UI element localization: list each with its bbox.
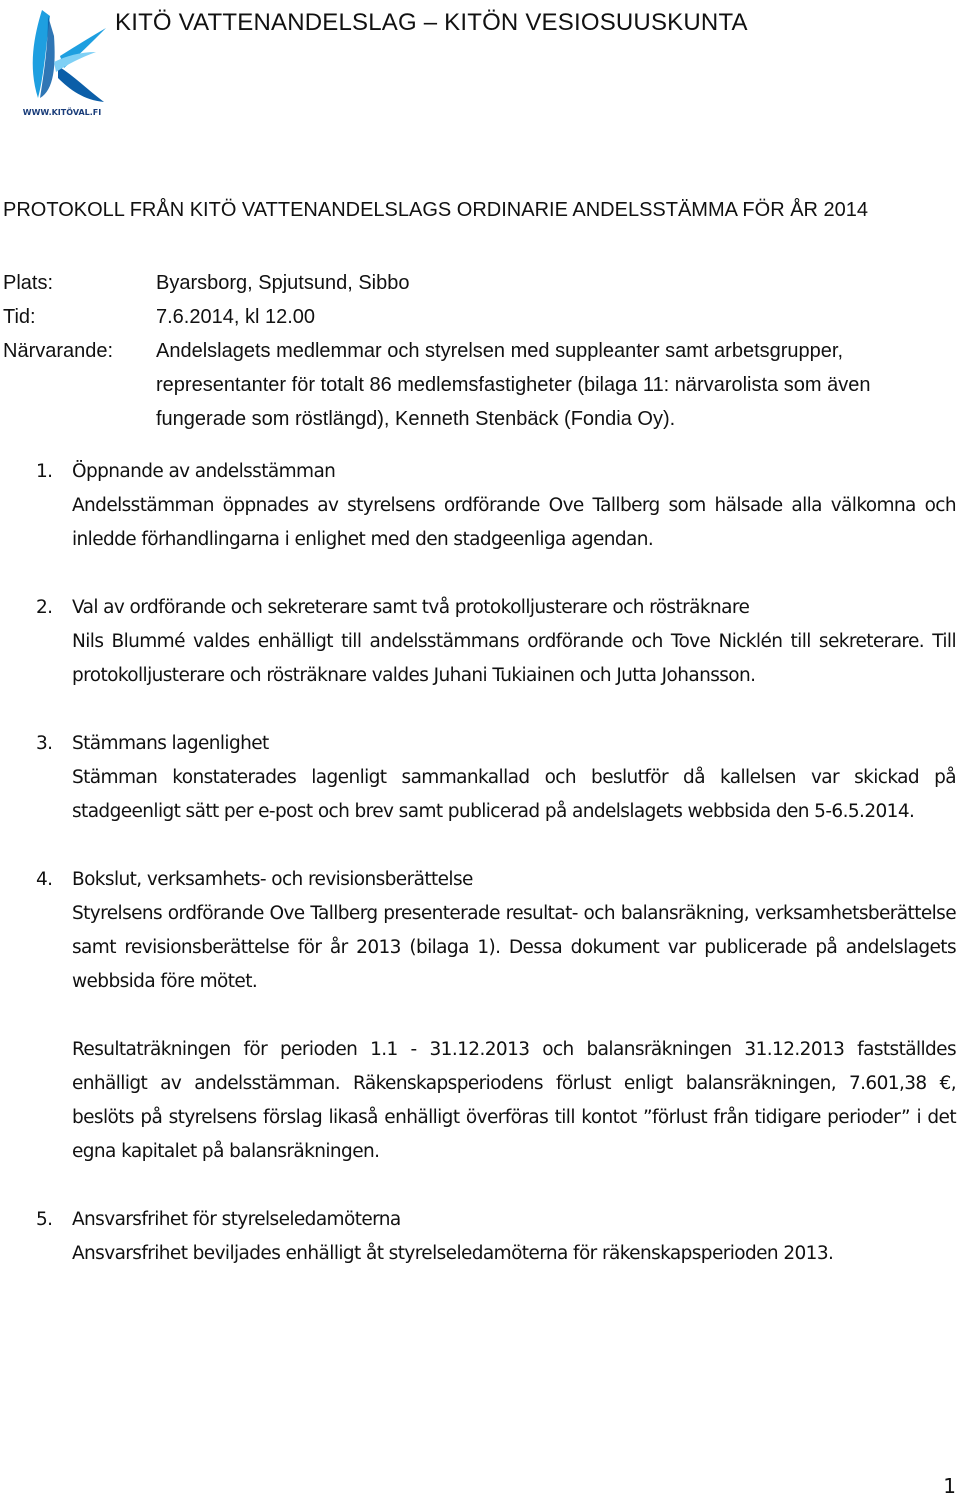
section-paragraph: Stämman konstaterades lagenligt sammankallad och beslutför då kallelsen var skickad på stadgeenligt sätt per e-post och brev samt publicerad på andelslagets webbsida den 5-6.5.2014. (72, 767, 956, 822)
section-number: 1. (36, 461, 53, 482)
section-body (72, 761, 956, 829)
page-number: 1 (943, 1474, 956, 1498)
meta-value: Byarsborg, Spjutsund, Sibbo (156, 272, 410, 294)
section-heading (36, 591, 956, 625)
section-heading (36, 863, 956, 897)
organization-title: KITÖ VATTENANDELSLAG – KITÖN VESIOSUUSKUNTA (115, 9, 748, 36)
section-heading (36, 455, 956, 489)
meta-row-place (3, 266, 958, 300)
section-3 (36, 727, 956, 829)
section-paragraph: Andelsstämman öppnades av styrelsens ordförande Ove Tallberg som hälsade alla välkomna och inledde förhandlingarna i enlighet med den stadgeenliga agendan. (72, 495, 956, 550)
section-title: Bokslut, verksamhets- och revisionsberättelse (72, 869, 473, 890)
meta-row-time (3, 300, 958, 334)
section-title: Öppnande av andelsstämman (72, 461, 336, 482)
meeting-meta (3, 266, 958, 436)
section-body (72, 1237, 956, 1271)
section-paragraph: Styrelsens ordförande Ove Tallberg presenterade resultat- och balansräkning, verksamhetsberättelse samt revisionsberättelse för år 2013 (bilaga 1). Dessa dokument var publicerade på andelslagets webbsida före mötet. (72, 903, 956, 992)
kito-logo-icon (14, 6, 114, 122)
meta-row-present (3, 334, 958, 436)
section-title: Ansvarsfrihet för styrelseledamöterna (72, 1209, 401, 1230)
meta-key: Plats: (3, 272, 54, 294)
document-title: PROTOKOLL FRÅN KITÖ VATTENANDELSLAGS ORDINARIE ANDELSSTÄMMA FÖR ÅR 2014 (3, 199, 869, 221)
logo-url: WWW.KITÖVAL.FI (22, 108, 102, 117)
section-heading (36, 1203, 956, 1237)
section-body (72, 489, 956, 557)
section-body (72, 625, 956, 693)
section-2 (36, 591, 956, 693)
meta-value: 7.6.2014, kl 12.00 (156, 306, 316, 328)
meta-value: Andelslagets medlemmar och styrelsen med suppleanter samt arbetsgrupper, representanter för totalt 86 medlemsfastigheter (bilaga 11: närvarolista som även fungerade som röstlängd), Kenneth Stenbäck (Fondia Oy). (156, 340, 871, 430)
section-heading (36, 727, 956, 761)
agenda-sections (36, 455, 956, 1305)
section-number: 3. (36, 733, 53, 754)
meta-key: Tid: (3, 306, 36, 328)
section-title: Stämmans lagenlighet (72, 733, 269, 754)
section-4 (36, 863, 956, 1169)
section-number: 5. (36, 1209, 53, 1230)
section-1 (36, 455, 956, 557)
meta-key: Närvarande: (3, 340, 114, 362)
section-body (72, 897, 956, 1169)
section-number: 4. (36, 869, 53, 890)
section-5 (36, 1203, 956, 1271)
section-number: 2. (36, 597, 53, 618)
section-paragraph: Ansvarsfrihet beviljades enhälligt åt styrelseledamöterna för räkenskapsperioden 2013. (72, 1243, 834, 1264)
section-paragraph: Nils Blummé valdes enhälligt till andelsstämmans ordförande och Tove Nicklén till sekreterare. Till protokolljusterare och rösträknare valdes Juhani Tukiainen och Jutta Johansson. (72, 631, 956, 686)
section-paragraph: Resultaträkningen för perioden 1.1 - 31.12.2013 och balansräkningen 31.12.2013 fastställdes enhälligt av andelsstämman. Räkenskapsperiodens förlust enligt balansräkningen, 7.601,38 €, beslöts på styrelsens förslag likaså enhälligt överföras till kontot ”förlust från tidigare perioder” i det egna kapitalet på balansräkningen. (72, 1039, 956, 1162)
section-title: Val av ordförande och sekreterare samt två protokolljusterare och rösträknare (72, 597, 750, 618)
logo-graphic (14, 6, 114, 106)
